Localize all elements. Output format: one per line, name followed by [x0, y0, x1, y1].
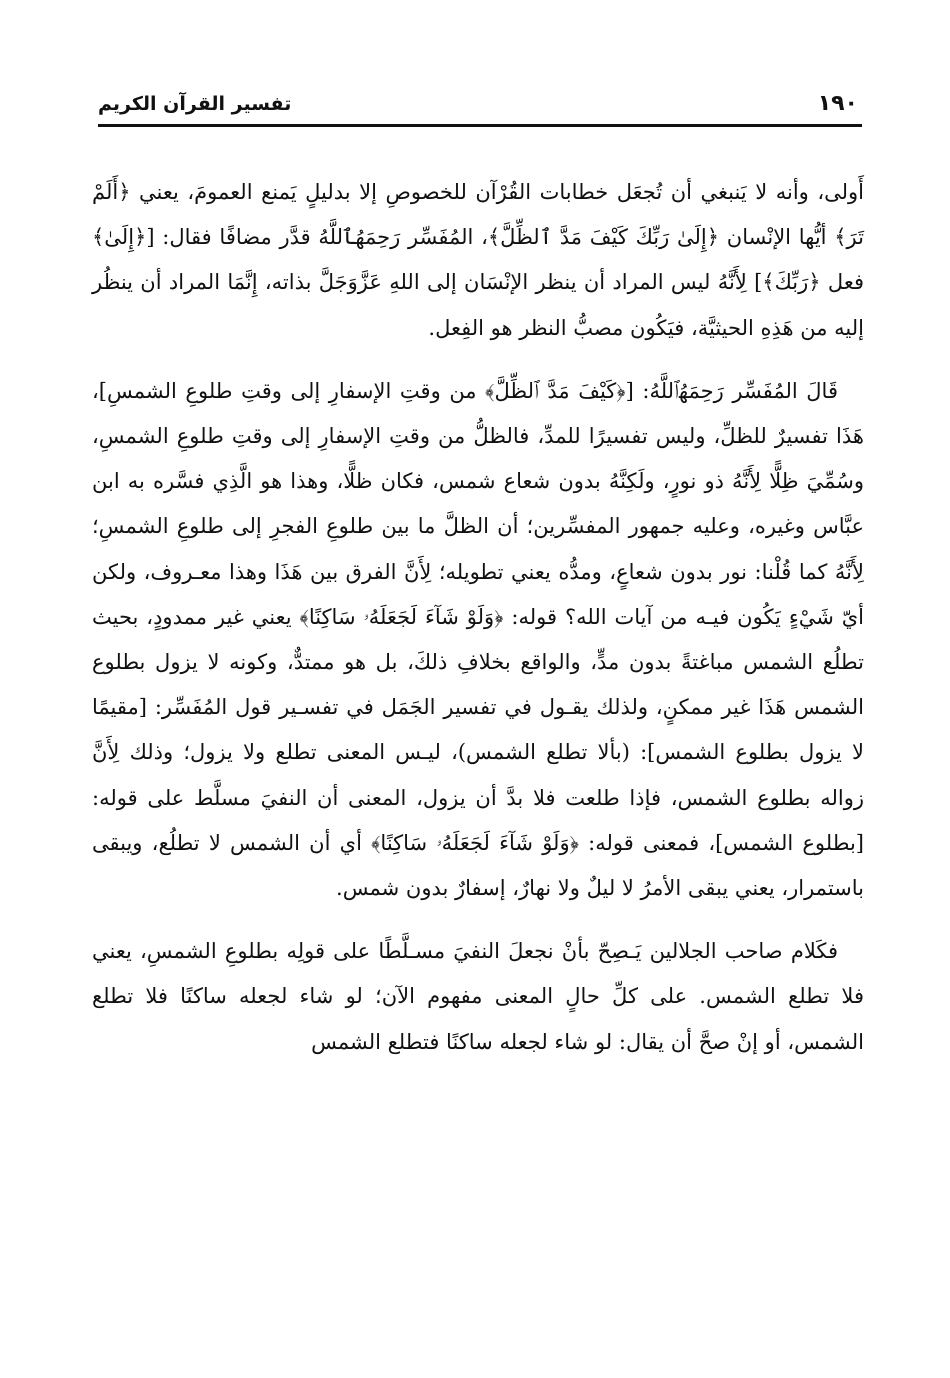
- paragraph: قَالَ المُفَسِّر رَحِمَهُٱللَّهُ: [﴿كَيْفَ مَدَّ ٱلظِّلَّ﴾ من وقتِ الإسفارِ إلى وقتِ طلوعِ الشمسِ]، هَذَا تفسيرٌ للظلِّ، وليس تفسيرًا للمدِّ، فالظلُّ من وقتِ الإسفارِ إلى وقتِ طلوعِ الشمسِ، وسُمِّيَ ظِلًّا لِأَنَّهُ ذو نورٍ، ولَكِنَّهُ بدون شعاع شمس، فكان ظلًّا، وهذا هو الَّذِي فسَّره به ابن عبَّاس وغيره، وعليه جمهور المفسِّرين؛ أن الظلَّ ما بين طلوعِ الفجرِ إلى طلوعِ الشمسِ؛ لِأَنَّهُ كما قُلْنا: نور بدون شعاعٍ، ومدُّه يعني تطويله؛ لِأَنَّ الفرق بين هَذَا وهذا معـروف، ولكن أيّ شَيْءٍ يَكُون فيـه من آيات الله؟ قوله: ﴿وَلَوْ شَآءَ لَجَعَلَهُۥ سَاكِنًا﴾ يعني غير ممدودٍ، بحيث تطلُع الشمس مباغتةً بدون مدٍّ، والواقع بخلافِ ذلكَ، بل هو ممتدٌّ، وكونه لا يزول بطلوع الشمس هَذَا غير ممكنٍ، ولذلك يقـول في تفسير الجَمَل في تفسـير قول المُفَسِّر: [مقيمًا لا يزول بطلوع الشمس]: (بألا تطلع الشمس)، ليـس المعنى تطلع ولا يزول؛ وذلك لِأَنَّ زواله بطلوع الشمس، فإذا طلعت فلا بدَّ أن يزول، المعنى أن النفيَ مسلَّط على قوله: [بطلوع الشمس]، فمعنى قوله: ﴿وَلَوْ شَآءَ لَجَعَلَهُۥ سَاكِنًا﴾ أي أن الشمس لا تطلُع، ويبقى باستمرار، يعني يبقى الأمرُ لا ليلٌ ولا نهارٌ، إسفارٌ بدون شمس.: [92, 378, 865, 901]
- body-text: [92, 170, 864, 1083]
- header-rule: [98, 124, 862, 127]
- page-number: ١٩٠: [817, 91, 858, 116]
- paragraph: أَولى، وأنه لا يَنبغي أن تُجعَل خطابات القُرْآن للخصوصِ إلا بدليلٍ يَمنع العمومَ، يعني ﴿أَلَمْ تَرَ﴾ أيُّها الإنْسان ﴿إِلَىٰ رَبِّكَ كَيْفَ مَدَّ ٱلظِّلَّ﴾، المُفَسِّر رَحِمَهُٱللَّهُ قدَّر مضافًا فقال: [﴿إِلَىٰ﴾ فعل ﴿رَبِّكَ﴾] لِأَنَّهُ ليس المراد أن ينظر الإنْسَان إلى اللهِ عَزَّوَجَلَّ بذاته، إِنَّمَا المراد أن ينظُر إليه من هَذِهِ الحيثيَّة، فيَكُون مصبُّ النظر هو الفِعل.: [92, 180, 864, 340]
- paragraph: فكَلام صاحب الجلالين يَـصِحّ بأنْ نجعلَ النفيَ مسـلَّطًا على قولِه بطلوعِ الشمسِ، يعني فلا تطلع الشمس. على كلِّ حالٍ المعنى مفهوم الآن؛ لو شاء لجعله ساكنًا فلا تطلع الشمس، أو إنْ صحَّ أن يقال: لو شاء لجعله ساكنًا فتطلع الشمس: [92, 939, 864, 1054]
- page-header: [98, 88, 858, 122]
- running-title: تفسير القرآن الكريم: [98, 93, 292, 115]
